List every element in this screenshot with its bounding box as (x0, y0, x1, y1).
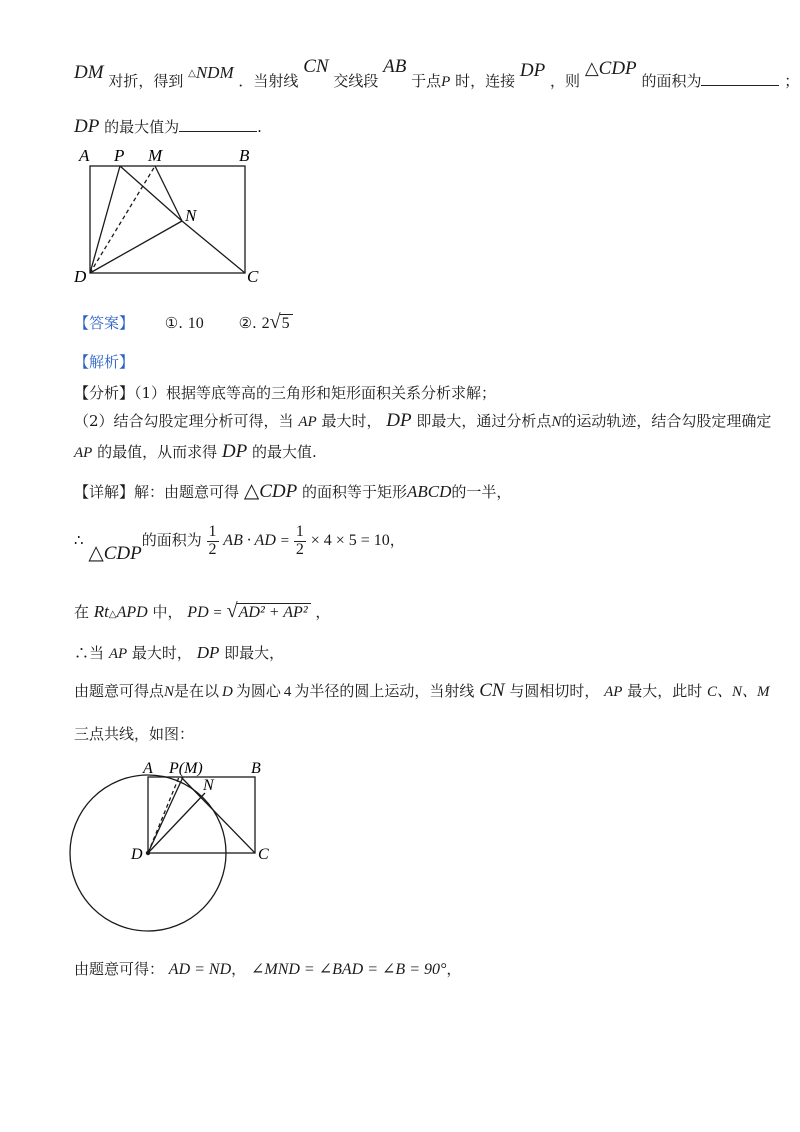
label-a: A (143, 760, 153, 777)
fenxi-tag: 【分析】 (74, 384, 135, 402)
text: 解：由题意可得 (134, 483, 240, 501)
text: 的最值，从而求得 (97, 443, 218, 461)
point-n: N (164, 684, 175, 700)
text: 即最大， (224, 644, 285, 662)
equation-ad-nd: AD = ND (168, 961, 232, 978)
label-c: C (247, 267, 259, 285)
segment-mn (155, 166, 182, 221)
text: 与圆相切时， (509, 682, 600, 700)
analysis-tag: 【解析】 (74, 353, 135, 371)
detail-line-2 (74, 523, 405, 565)
point-n: N (551, 414, 562, 430)
segment-ab: AB (383, 56, 407, 77)
text: 中， (152, 603, 183, 621)
label-n: N (203, 777, 214, 794)
therefore-symbol: ∴ (74, 531, 84, 550)
equals-sign: = (213, 605, 222, 621)
answer-blank-2 (179, 130, 257, 132)
segment-ap: AP (604, 684, 623, 700)
segment-pn (120, 166, 182, 221)
label-p-m: P(M) (169, 760, 203, 777)
label-n: N (185, 206, 197, 225)
text: 在 (74, 603, 90, 621)
triangle-ndm: NDM (195, 63, 234, 82)
label-c: C (258, 846, 269, 863)
fraction-half (207, 524, 219, 559)
label-d: D (74, 267, 87, 285)
ray-cn: CN (303, 56, 329, 77)
text: . (257, 118, 262, 136)
segment-cm (181, 777, 255, 853)
triangle-cdp: CDP (103, 543, 142, 565)
rt-label: Rt (93, 602, 109, 621)
segment-dp: DP (221, 441, 248, 462)
answer-item-2-coef: 2 (261, 315, 270, 332)
segment-dm: DM (74, 62, 104, 83)
text: 对折，得到 (108, 72, 184, 90)
fraction-numerator: 1 (208, 523, 217, 540)
segment-pd: PD (187, 604, 209, 621)
segment-dp-solid (148, 777, 183, 853)
text: 的面积等于矩形 (301, 483, 407, 501)
text: ， (389, 531, 405, 550)
text: ， (231, 960, 247, 978)
detail-line-1 (74, 478, 511, 503)
text: 的面积为 (141, 531, 202, 550)
answer-item-1-mark: ①. (164, 314, 184, 332)
point-d: D (222, 684, 233, 700)
ray-cn: CN (479, 680, 505, 701)
label-p: P (114, 146, 125, 165)
text: ．当射线 (238, 72, 299, 90)
text: 的最大值为 (104, 118, 180, 136)
collinear-points: C、N、M (707, 684, 770, 700)
text: 交线段 (333, 72, 379, 90)
text: ， (315, 603, 331, 621)
answer-item-2-radicand: 5 (280, 314, 293, 333)
text: 的运动轨迹，结合勾股定理确定 (561, 412, 772, 430)
text: 三点共线，如图： (74, 725, 195, 743)
answer-blank-1 (701, 84, 779, 86)
equals-sign: = (280, 533, 290, 550)
segment-dm-dashed (90, 166, 155, 273)
fenxi-line-3 (74, 441, 317, 463)
equation-angles: ∠MND = ∠BAD = ∠B = 90° (250, 961, 447, 978)
fraction-denominator: 2 (208, 540, 217, 558)
label-m: M (148, 146, 163, 165)
detail-line-4 (74, 642, 284, 663)
radicand: AD² + AP² (237, 603, 311, 622)
text: （2）结合勾股定理分析可得，当 (74, 412, 294, 430)
triangle-symbol: △ (88, 540, 104, 565)
text: 的最大值. (252, 443, 317, 461)
segment-dp (90, 166, 120, 273)
segment-ap: AP (74, 445, 93, 461)
text: （1）根据等底等高的三角形和矩形面积关系分析求解； (134, 384, 497, 402)
problem-line-2 (74, 116, 262, 138)
text: 为半径的圆上运动，当射线 (294, 682, 475, 700)
segment-dp: DP (74, 116, 100, 137)
triangle-cdp: CDP (259, 481, 298, 502)
rectangle-abcd: ABCD (407, 482, 452, 501)
label-a: A (79, 146, 90, 165)
text: 即最大，通过分析点 (416, 412, 552, 430)
detail-tag: 【详解】 (74, 483, 135, 501)
figure-rectangle-fold (70, 145, 280, 285)
detail-line-3 (74, 600, 330, 623)
rectangle-abcd (148, 777, 255, 853)
text: ，则 (550, 72, 581, 90)
figure-circle-tangent (65, 757, 295, 932)
rectangle-abcd (90, 166, 245, 273)
text: 由题意可得点 (74, 682, 165, 700)
sqrt-symbol: √ (226, 600, 238, 622)
detail-line-5 (74, 680, 770, 702)
fraction-denominator: 2 (295, 540, 304, 558)
segment-dn (148, 793, 205, 853)
area-calculation: × 4 × 5 = 10 (310, 532, 390, 550)
text: 最大，此时 (627, 682, 703, 700)
problem-line-1 (74, 56, 800, 90)
sqrt-symbol: √ (269, 311, 281, 333)
text: ； (784, 72, 800, 90)
label-b: B (239, 146, 250, 165)
text: 最大时， (131, 644, 192, 662)
answer-tag: 【答案】 (74, 314, 135, 332)
detail-line-7 (74, 958, 461, 979)
text: 的面积为 (641, 72, 702, 90)
triangle-symbol: △ (188, 68, 196, 79)
center-dot (146, 851, 150, 855)
point-p: P (441, 74, 451, 90)
fraction-half (294, 524, 306, 559)
product-ab-ad: AB · AD (223, 532, 276, 550)
text: 是在以 (174, 682, 220, 700)
text: ， (446, 960, 462, 978)
fenxi-line-2 (74, 410, 771, 432)
fenxi-line-1 (74, 382, 496, 403)
label-d: D (131, 846, 143, 863)
answer-item-1-value: 10 (187, 315, 204, 332)
therefore-symbol: ∴ (74, 644, 90, 662)
triangle-symbol: △ (108, 609, 117, 620)
text: 的一半， (451, 483, 512, 501)
segment-dn (90, 221, 182, 273)
text: 于点 (411, 72, 442, 90)
answer-item-2-mark: ②. (238, 314, 257, 332)
segment-ap: AP (298, 414, 317, 430)
triangle-cdp: CDP (598, 58, 637, 79)
triangle-symbol: △ (584, 58, 599, 79)
segment-dp: DP (386, 410, 412, 431)
text: 时，连接 (455, 72, 516, 90)
label-b: B (251, 760, 261, 777)
segment-dp: DP (196, 643, 220, 662)
triangle-symbol: △ (243, 478, 260, 502)
text: 最大时， (321, 412, 382, 430)
segment-ap: AP (108, 646, 128, 662)
radius-value: 4 (283, 684, 292, 700)
triangle-apd: APD (116, 604, 148, 621)
fraction-numerator: 1 (295, 523, 304, 540)
segment-dp: DP (519, 60, 546, 81)
text: 当 (89, 644, 105, 662)
answer-line (74, 311, 293, 334)
detail-line-6 (74, 723, 194, 744)
text: 由题意可得： (74, 960, 165, 978)
text: 为圆心 (235, 682, 281, 700)
segment-nc (182, 221, 245, 273)
